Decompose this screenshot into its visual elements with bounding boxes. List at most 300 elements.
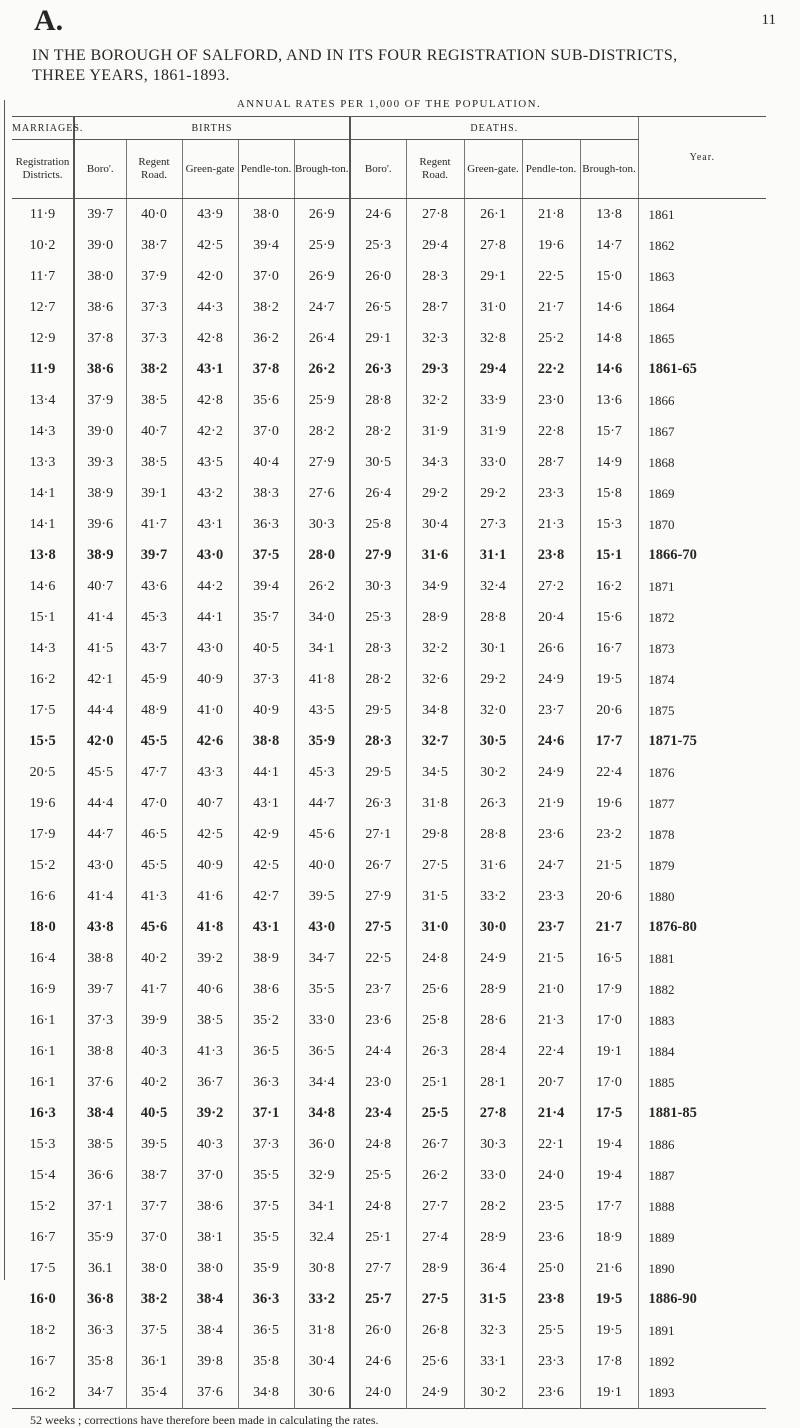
births-cell: 46·5 <box>126 819 182 850</box>
births-cell: 37·9 <box>74 385 126 416</box>
deaths-cell: 30·3 <box>464 1129 522 1160</box>
table-row <box>12 261 766 292</box>
births-cell: 37·7 <box>126 1191 182 1222</box>
deaths-cell: 21·7 <box>580 912 638 943</box>
births-cell: 37·0 <box>182 1160 238 1191</box>
marriages-cell: 11·7 <box>29 268 56 284</box>
deaths-cell: 24·9 <box>522 757 580 788</box>
marriages-cell: 17·5 <box>29 1260 56 1276</box>
deaths-cell: 25·7 <box>350 1284 406 1315</box>
deaths-cell: 22·4 <box>522 1036 580 1067</box>
deaths-cell: 23·3 <box>522 881 580 912</box>
births-cell: 25·9 <box>294 230 350 261</box>
deaths-cell: 32·4 <box>464 571 522 602</box>
deaths-cell: 28·7 <box>406 292 464 323</box>
births-cell: 43·9 <box>182 199 238 231</box>
births-cell: 38·7 <box>126 230 182 261</box>
births-cell: 38·6 <box>74 354 126 385</box>
births-cell: 35·9 <box>74 1222 126 1253</box>
deaths-cell: 28·7 <box>522 447 580 478</box>
deaths-cell: 24·8 <box>350 1191 406 1222</box>
deaths-cell: 21·5 <box>580 850 638 881</box>
footnote: 52 weeks ; corrections have therefore been made in calculating the rates. <box>30 1413 379 1427</box>
deaths-cell: 26·6 <box>522 633 580 664</box>
deaths-cell: 21·9 <box>522 788 580 819</box>
deaths-cell: 23·8 <box>522 1284 580 1315</box>
births-cell: 38·9 <box>238 943 294 974</box>
deaths-cell: 28·1 <box>464 1067 522 1098</box>
births-cell: 38·2 <box>126 1284 182 1315</box>
deaths-greengate-header: Green-gate. <box>464 140 522 199</box>
births-cell: 42·8 <box>182 323 238 354</box>
marriages-cell: 14·1 <box>29 516 56 532</box>
deaths-cell: 25·3 <box>350 230 406 261</box>
year-cell: 1866-70 <box>638 540 766 571</box>
table-row <box>12 1005 766 1036</box>
deaths-cell: 19·4 <box>580 1160 638 1191</box>
deaths-cell: 32·6 <box>406 664 464 695</box>
deaths-cell: 20·6 <box>580 695 638 726</box>
deaths-cell: 29·4 <box>464 354 522 385</box>
year-cell: 1867 <box>638 416 766 447</box>
births-cell: 32.4 <box>294 1222 350 1253</box>
deaths-cell: 30·5 <box>464 726 522 757</box>
births-cell: 40·3 <box>126 1036 182 1067</box>
deaths-cell: 16·2 <box>580 571 638 602</box>
table-row <box>12 1160 766 1191</box>
deaths-cell: 27·9 <box>350 540 406 571</box>
deaths-cell: 31·5 <box>464 1284 522 1315</box>
year-cell: 1889 <box>638 1222 766 1253</box>
marriages-cell: 15·2 <box>29 1198 56 1214</box>
births-cell: 39·2 <box>182 1098 238 1129</box>
deaths-cell: 28·8 <box>464 602 522 633</box>
deaths-cell: 28·8 <box>464 819 522 850</box>
births-cell: 34·1 <box>294 633 350 664</box>
births-cell: 39·9 <box>126 1005 182 1036</box>
deaths-cell: 26·7 <box>350 850 406 881</box>
deaths-cell: 25·1 <box>350 1222 406 1253</box>
deaths-cell: 26·3 <box>350 354 406 385</box>
deaths-cell: 30·4 <box>406 509 464 540</box>
births-cell: 40·7 <box>126 416 182 447</box>
year-cell: 1891 <box>638 1315 766 1346</box>
deaths-cell: 23·3 <box>522 478 580 509</box>
deaths-cell: 29·3 <box>406 354 464 385</box>
deaths-cell: 29·2 <box>406 478 464 509</box>
births-cell: 34·4 <box>294 1067 350 1098</box>
births-cell: 48·9 <box>126 695 182 726</box>
births-cell: 45·6 <box>294 819 350 850</box>
births-cell: 43·0 <box>74 850 126 881</box>
deaths-cell: 34·5 <box>406 757 464 788</box>
deaths-cell: 29·8 <box>406 819 464 850</box>
deaths-cell: 24·8 <box>406 943 464 974</box>
births-cell: 45·5 <box>74 757 126 788</box>
births-cell: 40·5 <box>126 1098 182 1129</box>
year-cell: 1884 <box>638 1036 766 1067</box>
year-cell: 1887 <box>638 1160 766 1191</box>
births-cell: 40·2 <box>126 1067 182 1098</box>
year-cell: 1886 <box>638 1129 766 1160</box>
year-cell: 1864 <box>638 292 766 323</box>
deaths-cell: 20·6 <box>580 881 638 912</box>
table-row <box>12 1191 766 1222</box>
deaths-cell: 23·4 <box>350 1098 406 1129</box>
deaths-cell: 19·1 <box>580 1377 638 1409</box>
deaths-cell: 33·1 <box>464 1346 522 1377</box>
deaths-group-header: DEATHS. <box>350 117 638 140</box>
table-row <box>12 447 766 478</box>
deaths-cell: 31·6 <box>464 850 522 881</box>
births-cell: 36·1 <box>126 1346 182 1377</box>
table-row <box>12 819 766 850</box>
marriages-cell: 16·3 <box>29 1105 56 1121</box>
births-cell: 37·0 <box>238 261 294 292</box>
marriages-cell: 14·6 <box>29 578 56 594</box>
births-cell: 35·8 <box>238 1346 294 1377</box>
births-cell: 40·7 <box>74 571 126 602</box>
deaths-cell: 26·1 <box>464 199 522 231</box>
births-cell: 43·0 <box>182 540 238 571</box>
births-cell: 38·5 <box>126 385 182 416</box>
births-cell: 45·3 <box>126 602 182 633</box>
deaths-cell: 16·7 <box>580 633 638 664</box>
deaths-cell: 21·4 <box>522 1098 580 1129</box>
marriages-cell: 15·2 <box>29 857 56 873</box>
marriages-cell: 17·5 <box>29 702 56 718</box>
births-cell: 37·3 <box>238 1129 294 1160</box>
table-row <box>12 1036 766 1067</box>
births-cell: 43·5 <box>182 447 238 478</box>
births-cell: 38·6 <box>74 292 126 323</box>
table-row <box>12 664 766 695</box>
births-group-header: BIRTHS <box>74 117 350 140</box>
deaths-cell: 31·9 <box>406 416 464 447</box>
deaths-cell: 25·8 <box>350 509 406 540</box>
births-cell: 42·5 <box>182 230 238 261</box>
births-cell: 39·1 <box>126 478 182 509</box>
births-cell: 38·8 <box>74 1036 126 1067</box>
deaths-cell: 32·8 <box>464 323 522 354</box>
deaths-cell: 28·4 <box>464 1036 522 1067</box>
deaths-cell: 27·5 <box>406 1284 464 1315</box>
births-cell: 45·9 <box>126 664 182 695</box>
births-cell: 40·0 <box>294 850 350 881</box>
marriages-cell: 13·4 <box>29 392 56 408</box>
births-cell: 37·1 <box>74 1191 126 1222</box>
births-cell: 30·8 <box>294 1253 350 1284</box>
births-cell: 38·0 <box>182 1253 238 1284</box>
marriages-cell: 16·0 <box>29 1291 56 1307</box>
deaths-cell: 17·7 <box>580 726 638 757</box>
deaths-cell: 27·2 <box>522 571 580 602</box>
deaths-cell: 26·5 <box>350 292 406 323</box>
births-cell: 44·1 <box>182 602 238 633</box>
births-cell: 26·2 <box>294 354 350 385</box>
births-cell: 36.1 <box>74 1253 126 1284</box>
births-cell: 36·5 <box>238 1036 294 1067</box>
table-row <box>12 974 766 1005</box>
page-letter: A. <box>34 4 64 37</box>
marriages-cell: 12·9 <box>29 330 56 346</box>
table-row <box>12 1346 766 1377</box>
table-row <box>12 1253 766 1284</box>
deaths-cell: 34·3 <box>406 447 464 478</box>
marriages-cell: 16·9 <box>29 981 56 997</box>
births-cell: 39·7 <box>74 974 126 1005</box>
table-total-row <box>12 1284 766 1315</box>
year-cell: 1876-80 <box>638 912 766 943</box>
margin-rule <box>4 100 5 1280</box>
table-total-row <box>12 354 766 385</box>
births-cell: 35·5 <box>294 974 350 1005</box>
births-cell: 43·1 <box>238 788 294 819</box>
marriages-cell: 10·2 <box>29 237 56 253</box>
deaths-cell: 23·6 <box>522 1377 580 1409</box>
deaths-cell: 32·2 <box>406 385 464 416</box>
deaths-cell: 24·9 <box>464 943 522 974</box>
deaths-cell: 15·6 <box>580 602 638 633</box>
births-cell: 27·6 <box>294 478 350 509</box>
births-cell: 34·7 <box>74 1377 126 1409</box>
table-row <box>12 1129 766 1160</box>
births-cell: 38·0 <box>74 261 126 292</box>
births-cell: 37·0 <box>238 416 294 447</box>
births-regent-road-header: Regent Road. <box>126 140 182 199</box>
deaths-cell: 27·4 <box>406 1222 464 1253</box>
births-cell: 45·3 <box>294 757 350 788</box>
year-cell: 1893 <box>638 1377 766 1409</box>
deaths-cell: 28·9 <box>406 1253 464 1284</box>
deaths-cell: 23·0 <box>522 385 580 416</box>
deaths-cell: 25·6 <box>406 974 464 1005</box>
births-cell: 40·9 <box>182 664 238 695</box>
births-cell: 36·3 <box>74 1315 126 1346</box>
deaths-cell: 29·2 <box>464 664 522 695</box>
births-cell: 39·0 <box>74 416 126 447</box>
births-cell: 40·9 <box>238 695 294 726</box>
deaths-cell: 21·8 <box>522 199 580 231</box>
births-cell: 43·2 <box>182 478 238 509</box>
deaths-cell: 19·6 <box>580 788 638 819</box>
births-cell: 42·1 <box>74 664 126 695</box>
year-cell: 1869 <box>638 478 766 509</box>
births-pendleton-header: Pendle-ton. <box>238 140 294 199</box>
year-cell: 1890 <box>638 1253 766 1284</box>
table-row <box>12 757 766 788</box>
deaths-cell: 24·9 <box>522 664 580 695</box>
births-cell: 38·4 <box>182 1284 238 1315</box>
year-cell: 1861-65 <box>638 354 766 385</box>
year-cell: 1871 <box>638 571 766 602</box>
births-cell: 41·3 <box>126 881 182 912</box>
deaths-cell: 28·3 <box>350 726 406 757</box>
deaths-cell: 28·3 <box>406 261 464 292</box>
deaths-cell: 23·7 <box>522 695 580 726</box>
deaths-broughton-header: Brough-ton. <box>580 140 638 199</box>
deaths-cell: 31·9 <box>464 416 522 447</box>
table-total-row <box>12 540 766 571</box>
births-cell: 26·9 <box>294 261 350 292</box>
table-row <box>12 571 766 602</box>
deaths-cell: 30·2 <box>464 1377 522 1409</box>
births-cell: 43·7 <box>126 633 182 664</box>
deaths-cell: 13·8 <box>580 199 638 231</box>
births-cell: 44·4 <box>74 788 126 819</box>
deaths-cell: 21·3 <box>522 1005 580 1036</box>
marriages-cell: 17·9 <box>29 826 56 842</box>
births-cell: 37·9 <box>126 261 182 292</box>
deaths-pendleton-header: Pendle-ton. <box>522 140 580 199</box>
table-total-row <box>12 1098 766 1129</box>
births-cell: 35·8 <box>74 1346 126 1377</box>
deaths-cell: 25·6 <box>406 1346 464 1377</box>
deaths-cell: 15·3 <box>580 509 638 540</box>
births-cell: 27·9 <box>294 447 350 478</box>
births-cell: 41·4 <box>74 881 126 912</box>
deaths-cell: 31·6 <box>406 540 464 571</box>
deaths-cell: 30·5 <box>350 447 406 478</box>
deaths-cell: 26·3 <box>406 1036 464 1067</box>
deaths-cell: 31·1 <box>464 540 522 571</box>
year-cell: 1885 <box>638 1067 766 1098</box>
year-cell: 1878 <box>638 819 766 850</box>
births-cell: 38·0 <box>238 199 294 231</box>
deaths-cell: 25·1 <box>406 1067 464 1098</box>
year-cell: 1888 <box>638 1191 766 1222</box>
deaths-cell: 19·4 <box>580 1129 638 1160</box>
deaths-cell: 19·5 <box>580 1315 638 1346</box>
table-row <box>12 199 766 231</box>
table-row <box>12 1315 766 1346</box>
deaths-cell: 17·8 <box>580 1346 638 1377</box>
deaths-cell: 32·7 <box>406 726 464 757</box>
births-cell: 36·2 <box>238 323 294 354</box>
year-cell: 1879 <box>638 850 766 881</box>
deaths-cell: 13·6 <box>580 385 638 416</box>
births-cell: 34·8 <box>294 1098 350 1129</box>
births-cell: 37·1 <box>238 1098 294 1129</box>
table-row <box>12 850 766 881</box>
deaths-cell: 21·7 <box>522 292 580 323</box>
births-cell: 47·0 <box>126 788 182 819</box>
deaths-cell: 32·3 <box>464 1315 522 1346</box>
deaths-cell: 29·4 <box>406 230 464 261</box>
births-cell: 36·7 <box>182 1067 238 1098</box>
deaths-cell: 25·8 <box>406 1005 464 1036</box>
births-cell: 26·9 <box>294 199 350 231</box>
marriages-cell: 19·6 <box>29 795 56 811</box>
deaths-cell: 27·1 <box>350 819 406 850</box>
births-cell: 43·3 <box>182 757 238 788</box>
deaths-cell: 19·5 <box>580 664 638 695</box>
deaths-cell: 24·6 <box>350 1346 406 1377</box>
deaths-cell: 28·9 <box>406 602 464 633</box>
rates-table <box>12 116 766 1409</box>
births-cell: 39·6 <box>74 509 126 540</box>
births-cell: 40·2 <box>126 943 182 974</box>
heading-line-1: IN THE BOROUGH OF SALFORD, AND IN ITS FOUR REGISTRATION SUB-DISTRICTS, <box>32 47 678 64</box>
deaths-cell: 14·8 <box>580 323 638 354</box>
table-row <box>12 323 766 354</box>
births-cell: 39·5 <box>126 1129 182 1160</box>
deaths-cell: 23·6 <box>522 819 580 850</box>
births-cell: 45·6 <box>126 912 182 943</box>
deaths-cell: 14·9 <box>580 447 638 478</box>
deaths-cell: 20·7 <box>522 1067 580 1098</box>
table-row <box>12 416 766 447</box>
deaths-cell: 22·5 <box>522 261 580 292</box>
births-cell: 43·1 <box>182 354 238 385</box>
births-cell: 38·2 <box>126 354 182 385</box>
year-cell: 1881 <box>638 943 766 974</box>
table-row <box>12 602 766 633</box>
table-row <box>12 1222 766 1253</box>
table-row <box>12 1377 766 1409</box>
births-cell: 40·6 <box>182 974 238 1005</box>
births-cell: 37·3 <box>126 323 182 354</box>
deaths-cell: 17·0 <box>580 1067 638 1098</box>
year-cell: 1866 <box>638 385 766 416</box>
deaths-cell: 30·2 <box>464 757 522 788</box>
deaths-cell: 36·4 <box>464 1253 522 1284</box>
births-cell: 41·3 <box>182 1036 238 1067</box>
deaths-cell: 26·3 <box>350 788 406 819</box>
marriages-cell: 14·3 <box>29 640 56 656</box>
births-cell: 40·0 <box>126 199 182 231</box>
births-cell: 41·8 <box>182 912 238 943</box>
births-cell: 39·0 <box>74 230 126 261</box>
births-cell: 44·1 <box>238 757 294 788</box>
deaths-cell: 23·6 <box>350 1005 406 1036</box>
page-heading <box>32 46 678 86</box>
deaths-cell: 23·7 <box>350 974 406 1005</box>
year-cell: 1892 <box>638 1346 766 1377</box>
year-cell: 1870 <box>638 509 766 540</box>
deaths-cell: 22·4 <box>580 757 638 788</box>
deaths-cell: 30·3 <box>350 571 406 602</box>
deaths-cell: 28·8 <box>350 385 406 416</box>
deaths-cell: 24·6 <box>350 199 406 231</box>
deaths-cell: 22·5 <box>350 943 406 974</box>
deaths-cell: 23·8 <box>522 540 580 571</box>
births-cell: 41·7 <box>126 509 182 540</box>
births-cell: 37·8 <box>238 354 294 385</box>
births-cell: 38·7 <box>126 1160 182 1191</box>
marriages-cell: 16·1 <box>29 1074 56 1090</box>
deaths-cell: 25·0 <box>522 1253 580 1284</box>
births-greengate-header: Green-gate <box>182 140 238 199</box>
deaths-cell: 31·0 <box>406 912 464 943</box>
marriages-cell: 16·1 <box>29 1012 56 1028</box>
deaths-cell: 21·5 <box>522 943 580 974</box>
births-cell: 44·2 <box>182 571 238 602</box>
births-cell: 39·3 <box>74 447 126 478</box>
births-cell: 42·0 <box>74 726 126 757</box>
births-cell: 38·5 <box>182 1005 238 1036</box>
deaths-cell: 27·8 <box>464 230 522 261</box>
births-cell: 38·6 <box>182 1191 238 1222</box>
births-cell: 38·6 <box>238 974 294 1005</box>
year-cell: 1875 <box>638 695 766 726</box>
deaths-cell: 24·4 <box>350 1036 406 1067</box>
marriages-cell: 16·7 <box>29 1353 56 1369</box>
marriages-cell: 15·5 <box>29 733 56 749</box>
deaths-cell: 27·3 <box>464 509 522 540</box>
marriages-cell: 11·9 <box>29 361 56 377</box>
deaths-cell: 27·5 <box>350 912 406 943</box>
